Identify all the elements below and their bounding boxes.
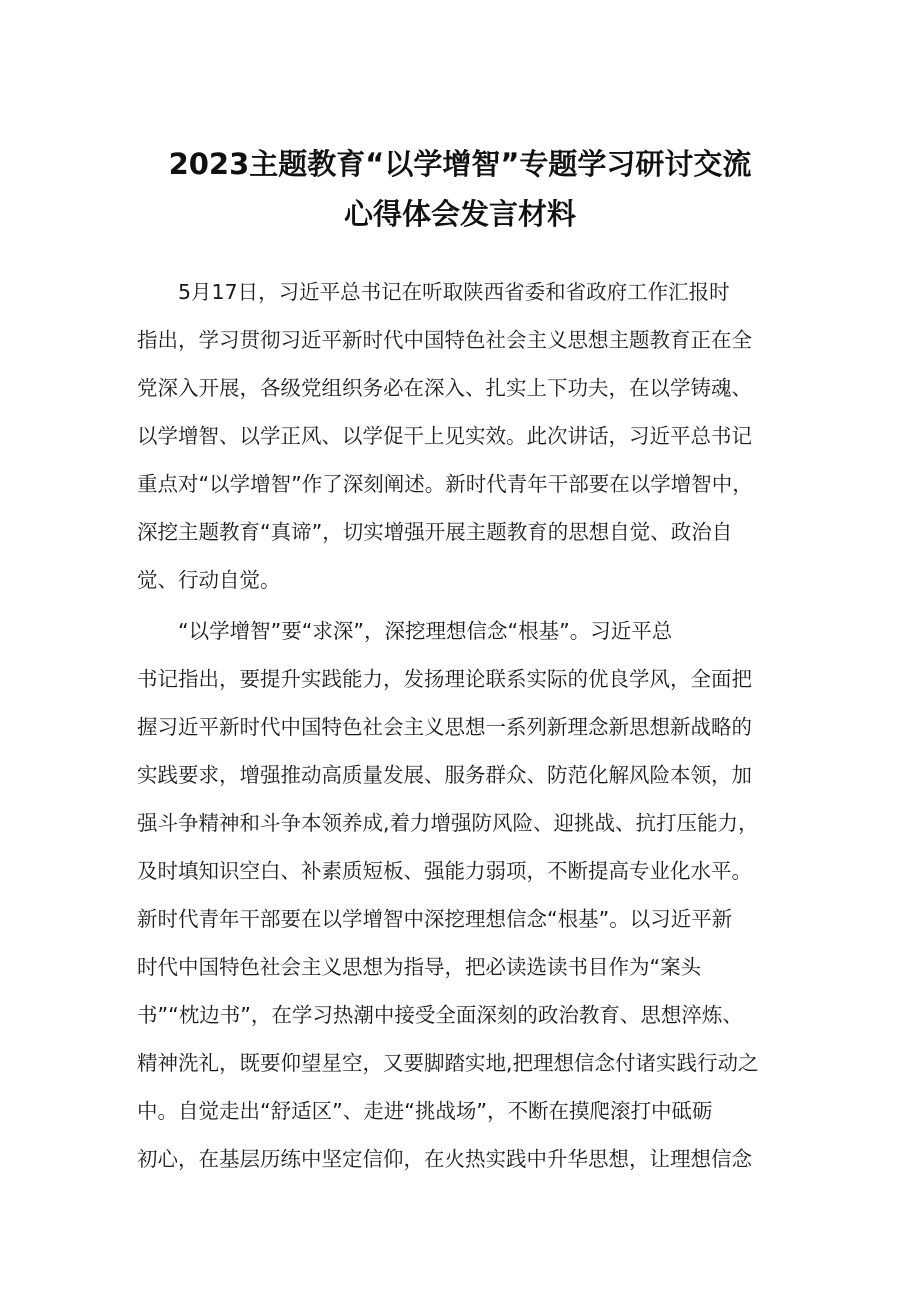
body-line: 书记指出，要提升实践能力，发扬理论联系实际的优良学风，全面把 (137, 667, 752, 691)
body-line: “以学增智”要“求深”，深挖理想信念“根基”。习近平总 (137, 619, 673, 643)
body-line: 指出，学习贯彻习近平新时代中国特色社会主义思想主题教育正在全 (137, 328, 752, 352)
body-line: 觉、行动自觉。 (137, 568, 281, 592)
body-line: 重点对“以学增智”作了深刻阐述。新时代青年干部要在以学增智中， (137, 472, 753, 496)
body-line: 及时填知识空白、补素质短板、强能力弱项，不断提高专业化水平。 (137, 859, 752, 883)
body-line: 握习近平新时代中国特色社会主义思想一系列新理念新思想新战略的 (137, 715, 752, 739)
body-line: 深挖主题教育“真谛”，切实增强开展主题教育的思想自觉、政治自 (137, 520, 733, 544)
body-line: 精神洗礼，既要仰望星空，又要脚踏实地,把理想信念付诸实践行动之 (137, 1051, 759, 1075)
body-line: 新时代青年干部要在以学增智中深挖理想信念“根基”。以习近平新 (137, 907, 733, 931)
body-line: 时代中国特色社会主义思想为指导，把必读选读书目作为“案头 (137, 955, 702, 979)
document-title-line-1: 2023主题教育“以学增智”专题学习研讨交流 (168, 147, 752, 181)
body-line: 书”“枕边书”，在学习热潮中接受全面深刻的政治教育、思想淬炼、 (137, 1003, 743, 1027)
body-line: 初心，在基层历练中坚定信仰，在火热实践中升华思想，让理想信念 (137, 1147, 752, 1171)
body-line: 党深入开展，各级党组织务必在深入、扎实上下功夫，在以学铸魂、 (137, 376, 752, 400)
document-title-line-2: 心得体会发言材料 (343, 197, 576, 231)
body-line: 实践要求，增强推动高质量发展、服务群众、防范化解风险本领，加 (137, 763, 752, 787)
body-line: 中。自觉走出“舒适区”、走进“挑战场”，不断在摸爬滚打中砥砺 (137, 1099, 713, 1123)
body-line: 以学增智、以学正风、以学促干上见实效。此次讲话，习近平总书记 (137, 424, 752, 448)
body-line: 5月17日，习近平总书记在听取陕西省委和省政府工作汇报时 (137, 280, 730, 304)
body-line: 强斗争精神和斗争本领养成,着力增强防风险、迎挑战、抗打压能力， (137, 811, 759, 835)
